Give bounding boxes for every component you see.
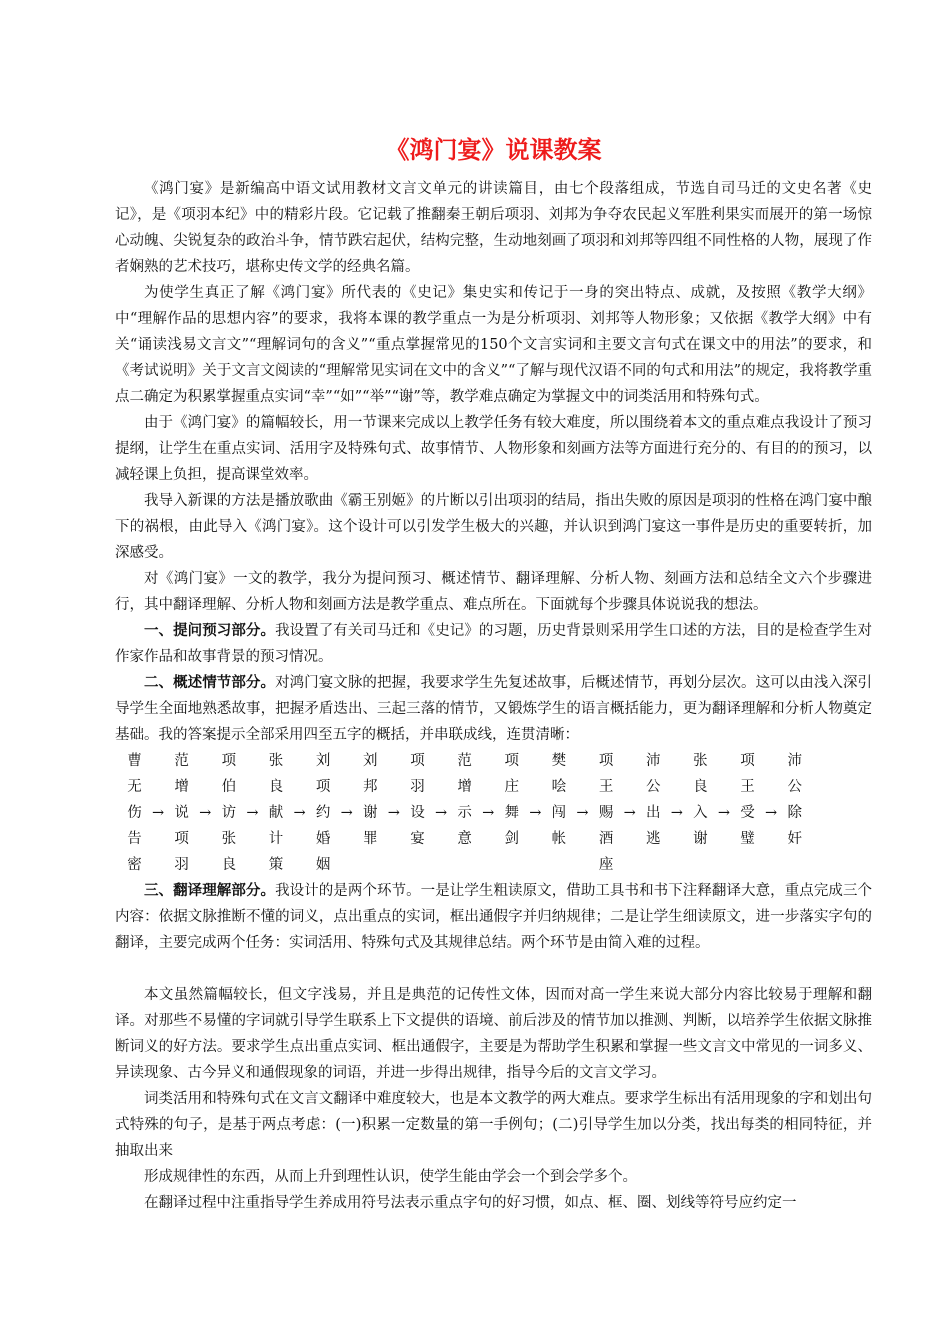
- plot-grid-cell: 酒: [598, 831, 614, 847]
- spacer-cell: [341, 748, 353, 774]
- paragraph-6: [115, 618, 872, 670]
- plot-grid-cell: 项: [315, 779, 331, 795]
- spacer-cell: [718, 852, 730, 878]
- paragraph-11: 形成规律性的东西，从而上升到理性认识，使学生能由学会一个到会学多个。: [144, 1169, 637, 1185]
- spacer-cell: [671, 748, 683, 774]
- plot-grid-cell: 谢: [363, 805, 378, 821]
- plot-grid-cell: [447, 852, 482, 878]
- spacer-cell: [671, 774, 683, 800]
- plot-grid-cell: 曹: [127, 753, 142, 769]
- plot-grid-cell: 伯: [221, 779, 237, 795]
- plot-grid-row: [117, 774, 812, 800]
- plot-grid-cell: [777, 852, 812, 878]
- spacer-cell: [435, 748, 447, 774]
- plot-grid-row: [117, 800, 812, 826]
- spacer-cell: [482, 852, 494, 878]
- plot-grid-cell: 良: [693, 779, 708, 795]
- arrow-icon: →: [434, 805, 448, 821]
- plot-grid-cell: [400, 852, 435, 878]
- plot-grid-cell: 访: [221, 805, 237, 821]
- spacer-cell: [671, 852, 683, 878]
- plot-grid-cell: 计: [268, 831, 284, 847]
- spacer-cell: [624, 826, 636, 852]
- plot-grid-cell: 婚: [315, 831, 331, 847]
- spacer-cell: [293, 774, 305, 800]
- plot-grid-cell: 项: [174, 831, 189, 847]
- arrow-icon: →: [670, 805, 683, 821]
- plot-grid-cell: 增: [457, 779, 472, 795]
- plot-grid-cell: [353, 852, 388, 878]
- arrow-icon: →: [199, 805, 212, 821]
- plot-grid-cell: 奸: [787, 831, 802, 847]
- plot-grid-cell: 姻: [315, 857, 331, 873]
- plot-grid-cell: 设: [410, 805, 425, 821]
- section-body: 对鸿门宴文脉的把握，我要求学生先复述故事，后概述情节，再划分层次。这可以由浅入深引导学生全面地熟悉故事，把握矛盾迭出、三起三落的情节，又锻炼学生的语言概括能力，更为翻译理解和分析人物奠定基础。我的答案提示全部采用四至五字的概括，并串联成线，连贯清晰：: [115, 675, 873, 743]
- plot-grid-cell: 良: [221, 857, 237, 873]
- spacer-cell: [576, 774, 588, 800]
- spacer-cell: [765, 852, 777, 878]
- spacer-cell: [671, 826, 683, 852]
- plot-grid-row: [117, 852, 812, 878]
- spacer-cell: [718, 826, 730, 852]
- plot-grid-cell: 约: [315, 805, 331, 821]
- plot-grid-cell: [683, 852, 718, 878]
- plot-grid-cell: 刘: [315, 753, 331, 769]
- spacer-cell: [388, 852, 400, 878]
- spacer-cell: [435, 826, 447, 852]
- plot-grid-cell: 说: [174, 805, 189, 821]
- spacer-cell: [152, 826, 164, 852]
- plot-grid-cell: 沛: [787, 753, 802, 769]
- spacer-cell: [293, 748, 305, 774]
- plot-grid-cell: 座: [598, 857, 614, 873]
- plot-grid-cell: 羽: [174, 857, 189, 873]
- plot-grid-cell: 邦: [363, 779, 378, 795]
- plot-grid-cell: 伤: [127, 805, 142, 821]
- plot-grid-row: [117, 826, 812, 852]
- plot-grid-cell: 沛: [645, 753, 661, 769]
- plot-grid-cell: 项: [221, 753, 237, 769]
- spacer-cell: [199, 852, 211, 878]
- spacer-cell: [576, 826, 588, 852]
- plot-grid-cell: 剑: [504, 831, 519, 847]
- paragraph-3: 由于《鸿门宴》的篇幅较长，用一节课来完成以上教学任务有较大难度，所以围绕着本文的重点难点我设计了预习提纲，让学生在重点实词、活用字及特殊句式、故事情节、人物形象和刻画方法等方面进行充分的、有目的的预习，以减轻课上负担，提高课堂效率。: [115, 415, 872, 483]
- plot-grid-cell: [541, 852, 576, 878]
- plot-grid-cell: 哙: [551, 779, 567, 795]
- plot-grid-cell: 除: [787, 805, 802, 821]
- spacer-cell: [624, 774, 636, 800]
- plot-grid-cell: 增: [174, 779, 189, 795]
- plot-grid-row: [117, 748, 812, 774]
- plot-grid-cell: 王: [740, 779, 755, 795]
- spacer-cell: [482, 826, 494, 852]
- arrow-icon: →: [340, 805, 353, 821]
- spacer-cell: [624, 748, 636, 774]
- section-heading: 三、翻译理解部分。: [144, 883, 276, 899]
- plot-grid-cell: 张: [268, 753, 284, 769]
- plot-grid-cell: 密: [127, 857, 142, 873]
- arrow-icon: →: [576, 805, 589, 821]
- spacer-cell: [576, 852, 588, 878]
- plot-grid-cell: 告: [127, 831, 142, 847]
- spacer-cell: [388, 774, 400, 800]
- plot-grid-cell: [636, 852, 671, 878]
- plot-grid-cell: 意: [457, 831, 472, 847]
- plot-grid-cell: 庄: [504, 779, 519, 795]
- spacer-cell: [529, 774, 541, 800]
- paragraph-5: 对《鸿门宴》一文的教学，我分为提问预习、概述情节、翻译理解、分析人物、刻画方法和总结全文六个步骤进行，其中翻译理解、分析人物和刻画方法是教学重点、难点所在。下面就每个步骤具体说说我的想法。: [115, 571, 872, 613]
- plot-grid-cell: 王: [598, 779, 614, 795]
- spacer-cell: [199, 774, 211, 800]
- plot-grid-cell: 项: [598, 753, 614, 769]
- spacer-cell: [152, 748, 164, 774]
- plot-grid-cell: 张: [693, 753, 708, 769]
- spacer-cell: [341, 826, 353, 852]
- spacer-cell: [765, 826, 777, 852]
- spacer-cell: [293, 852, 305, 878]
- plot-grid-cell: 示: [457, 805, 472, 821]
- plot-grid-cell: 献: [268, 805, 284, 821]
- section-heading: 一、提问预习部分。: [144, 623, 276, 639]
- spacer-cell: [341, 774, 353, 800]
- spacer-cell: [152, 774, 164, 800]
- spacer-cell: [435, 852, 447, 878]
- plot-grid-cell: 羽: [410, 779, 425, 795]
- spacer-cell: [152, 852, 164, 878]
- plot-grid-cell: 无: [127, 779, 142, 795]
- plot-grid-cell: 良: [268, 779, 284, 795]
- spacer-cell: [293, 826, 305, 852]
- spacer-cell: [765, 748, 777, 774]
- arrow-icon: →: [246, 805, 259, 821]
- plot-grid-cell: 宴: [410, 831, 425, 847]
- spacer-cell: [718, 748, 730, 774]
- spacer-cell: [199, 748, 211, 774]
- plot-grid-cell: 闯: [551, 805, 567, 821]
- plot-grid-cell: 谢: [693, 831, 708, 847]
- paragraph-9: 本文虽然篇幅较长，但文字浅易，并且是典范的记传性文体，因而对高一学生来说大部分内容比较易于理解和翻译。对那些不易懂的字词就引导学生联系上下文提供的语境、前后涉及的情节加以推测、判断，以培养学生依据文脉推断词义的好方法。要求学生点出重点实词、框出通假字，主要是为帮助学生积累和掌握一些文言文中常见的一词多义、异读现象、古今异义和通假现象的词语，并进一步得出规律，指导今后的文言文学习。: [115, 987, 872, 1081]
- spacer-cell: [246, 774, 258, 800]
- plot-grid-cell: 项: [504, 753, 519, 769]
- spacer-cell: [435, 774, 447, 800]
- plot-grid-cell: 入: [693, 805, 708, 821]
- spacer-cell: [341, 852, 353, 878]
- spacer-cell: [482, 774, 494, 800]
- spacer-cell: [765, 774, 777, 800]
- plot-grid-cell: 帐: [551, 831, 567, 847]
- arrow-icon: →: [152, 805, 165, 821]
- spacer-cell: [624, 852, 636, 878]
- plot-grid-cell: 范: [174, 753, 189, 769]
- plot-grid-cell: [730, 852, 765, 878]
- paragraph-7: [115, 670, 872, 748]
- spacer-cell: [529, 852, 541, 878]
- plot-grid-cell: 公: [645, 779, 661, 795]
- plot-grid-cell: 逃: [645, 831, 661, 847]
- paragraph-12: 在翻译过程中注重指导学生养成用符号法表示重点字句的好习惯，如点、框、圈、划线等符号应约定一: [144, 1195, 797, 1211]
- plot-grid-cell: 舞: [504, 805, 519, 821]
- plot-grid-cell: 项: [410, 753, 425, 769]
- arrow-icon: →: [765, 805, 778, 821]
- spacer-cell: [576, 748, 588, 774]
- page-title: 《鸿门宴》说课教案: [385, 136, 602, 164]
- section-body: 我设置了有关司马迁和《史记》的习题，历史背景则采用学生口述的方法，目的是检查学生对作家作品和故事背景的预习情况。: [115, 623, 873, 665]
- plot-grid-cell: 罪: [363, 831, 378, 847]
- paragraph-10: 词类活用和特殊句式在文言文翻译中难度较大，也是本文教学的两大难点。要求学生标出有活用现象的字和划出句式特殊的句子，是基于两点考虑：(一)积累一定数量的第一手例句；(二)引导学生加以分类，找出每类的相同特征，并抽取出来: [115, 1091, 872, 1159]
- spacer-cell: [529, 748, 541, 774]
- arrow-icon: →: [482, 805, 495, 821]
- section-body: 我设计的是两个环节。一是让学生粗读原文，借助工具书和书下注释翻译大意，重点完成三个内容：依据文脉推断不懂的词义，点出重点的实词，框出通假字并归纳规律；二是让学生细读原文，进一步落实字句的翻译，主要完成两个任务：实词活用、特殊句式及其规律总结。两个环节是由简入难的过程。: [115, 883, 873, 951]
- paragraph-2: 为使学生真正了解《鸿门宴》所代表的《史记》集史实和传记于一身的突出特点、成就，及按照《教学大纲》中“理解作品的思想内容”的要求，我将本课的教学重点一为是分析项羽、刘邦等人物形象；又依据《教学大纲》中有关“诵读浅易文言文”“理解词句的含义”“重点掌握常见的150个文言实词和主要文言句式在课文中的用法”的要求，和《考试说明》关于文言文阅读的“理解常见实词在文中的含义”“了解与现代汉语不同的句式和用法”的规定，我将教学重点二确定为积累掌握重点实词“幸”“如”“举”“谢”等，教学难点确定为掌握文中的词类活用和特殊句式。: [115, 285, 872, 405]
- plot-grid-cell: 项: [740, 753, 755, 769]
- plot-grid-cell: 刘: [363, 753, 378, 769]
- plot-grid-cell: 策: [268, 857, 284, 873]
- arrow-icon: →: [387, 805, 400, 821]
- plot-grid-cell: 受: [740, 805, 755, 821]
- spacer-cell: [388, 748, 400, 774]
- arrow-icon: →: [293, 805, 306, 821]
- arrow-icon: →: [529, 805, 542, 821]
- plot-grid-cell: 赐: [598, 805, 614, 821]
- spacer-cell: [529, 826, 541, 852]
- plot-grid-cell: 公: [787, 779, 802, 795]
- spacer-cell: [246, 826, 258, 852]
- paragraph-1: 《鸿门宴》是新编高中语文试用教材文言文单元的讲读篇目，由七个段落组成，节选自司马迁的文史名著《史记》，是《项羽本纪》中的精彩片段。它记载了推翻秦王朝后项羽、刘邦为争夺农民起义军胜利果实而展开的第一场惊心动魄、尖锐复杂的政治斗争，情节跌宕起伏，结构完整，生动地刻画了项羽和刘邦等四组不同性格的人物，展现了作者娴熟的艺术技巧，堪称史传文学的经典名篇。: [115, 181, 872, 275]
- plot-grid-cell: 张: [221, 831, 237, 847]
- section-heading: 二、概述情节部分。: [144, 675, 276, 691]
- spacer-cell: [482, 748, 494, 774]
- plot-grid-cell: 璧: [740, 831, 755, 847]
- spacer-cell: [246, 748, 258, 774]
- spacer-cell: [199, 826, 211, 852]
- plot-grid-cell: 范: [457, 753, 472, 769]
- paragraph-4: 我导入新课的方法是播放歌曲《霸王别姬》的片断以引出项羽的结局，指出失败的原因是项羽的性格在鸿门宴中酿下的祸根，由此导入《鸿门宴》。这个设计可以引发学生极大的兴趣，并认识到鸿门宴这一事件是历史的重要转折，加深感受。: [115, 493, 872, 561]
- arrow-icon: →: [717, 805, 731, 821]
- plot-outline-grid: [115, 748, 872, 878]
- plot-grid-cell: 樊: [551, 753, 567, 769]
- arrow-icon: →: [623, 805, 636, 821]
- plot-grid-cell: [494, 852, 529, 878]
- plot-grid-cell: 出: [645, 805, 661, 821]
- spacer-cell: [388, 826, 400, 852]
- spacer-cell: [718, 774, 730, 800]
- spacer-cell: [246, 852, 258, 878]
- plot-outline-table: [117, 748, 812, 878]
- blank-line: [115, 956, 872, 982]
- paragraph-8: [115, 878, 872, 956]
